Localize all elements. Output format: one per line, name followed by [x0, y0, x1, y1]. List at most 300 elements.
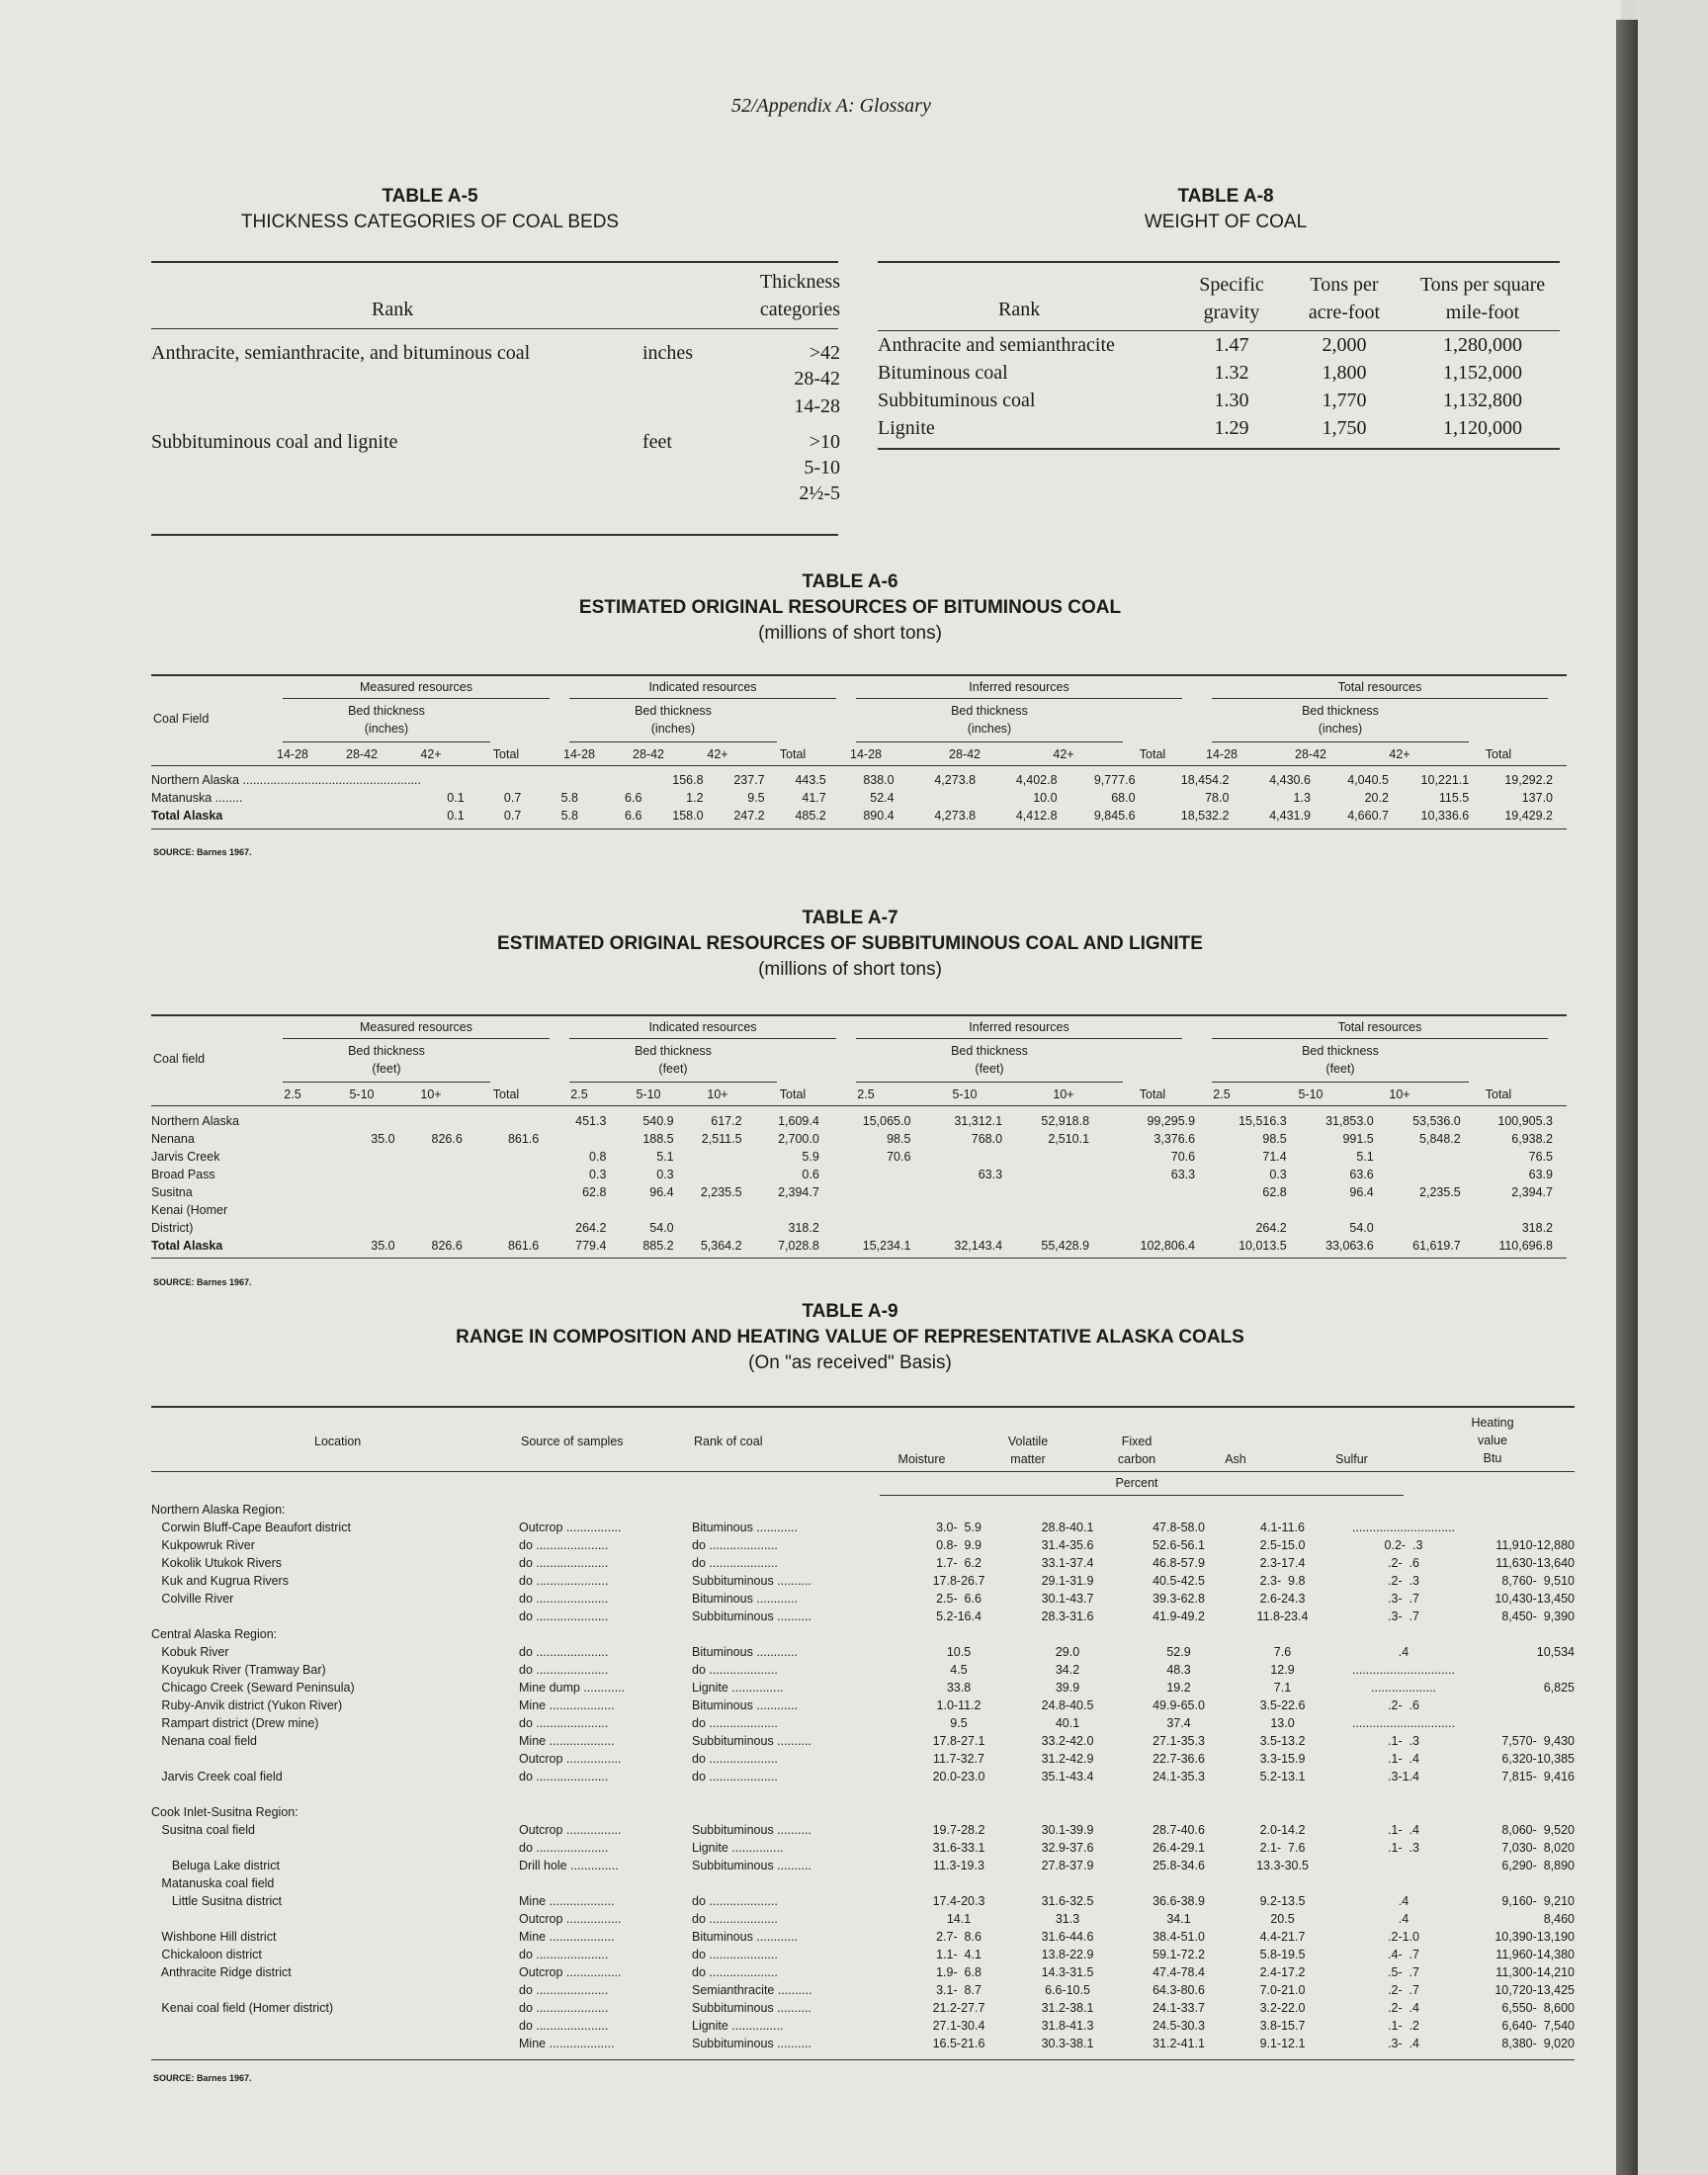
- coal-field-name: Matanuska ........: [151, 791, 243, 805]
- table-cell: 2,235.5: [1419, 1185, 1461, 1199]
- table-a5-col-thickness-2: categories: [759, 299, 840, 320]
- subcolumn-label: Total: [492, 747, 520, 761]
- resource-group-label: Total resources: [1337, 1020, 1422, 1034]
- table-cell: 28.8-40.1: [1041, 1521, 1094, 1534]
- table-cell: 98.5: [887, 1132, 911, 1146]
- table-cell: .2- .3: [1388, 1574, 1419, 1588]
- table-cell: Lignite ...............: [692, 1841, 784, 1855]
- table-cell: [1103, 1183, 1209, 1201]
- table-cell: 30.1-43.7: [1041, 1592, 1094, 1606]
- table-cell: [688, 1148, 756, 1166]
- resource-header-rule: [151, 1105, 1567, 1106]
- table-cell: 5.9: [802, 1150, 819, 1164]
- table-cell: Outcrop ................: [519, 1752, 622, 1766]
- table-cell: 264.2: [575, 1221, 607, 1235]
- table-cell: [421, 771, 478, 789]
- table-cell: 11,960-14,380: [1495, 1948, 1575, 1961]
- table-cell: 70.6: [1170, 1150, 1196, 1164]
- table-cell: [1122, 1501, 1236, 1519]
- table-row: [151, 1237, 1567, 1255]
- table-cell: [409, 1201, 476, 1219]
- table-cell: 19.2: [1166, 1681, 1191, 1695]
- coal-field-name: Broad Pass: [151, 1168, 215, 1181]
- table-a9-col-heat-1: Heating: [1471, 1416, 1514, 1430]
- table-cell: 33.1-37.4: [1041, 1556, 1094, 1570]
- table-cell: 10.0: [1033, 791, 1058, 805]
- table-cell: 59.1-72.2: [1153, 1948, 1205, 1961]
- bed-thickness-unit: (feet): [975, 1062, 1004, 1076]
- table-cell: 47.4-78.4: [1153, 1965, 1205, 1979]
- table-row: [151, 1625, 1575, 1643]
- table-cell: [1122, 1803, 1236, 1821]
- table-cell: [277, 1166, 342, 1183]
- table-cell: 11.8-23.4: [1256, 1610, 1309, 1623]
- table-cell: 1.9- 6.8: [936, 1965, 982, 1979]
- table-cell: 32,143.4: [954, 1239, 1003, 1253]
- table-cell: Mine dump ............: [519, 1681, 625, 1695]
- bed-thickness-label: Bed thickness: [635, 1044, 712, 1058]
- table-cell: Corwin Bluff-Cape Beaufort district: [151, 1521, 351, 1534]
- table-cell: Jarvis Creek coal field: [151, 1770, 283, 1784]
- table-cell: .2- .6: [1388, 1698, 1419, 1712]
- table-a8-col-gravity: Specific gravity: [1199, 274, 1264, 323]
- subcolumn-label: 2.5: [857, 1088, 875, 1101]
- table-row: [151, 1130, 1567, 1148]
- table-cell: 2.3-17.4: [1259, 1556, 1306, 1570]
- resource-group-rule: [1212, 1038, 1548, 1039]
- table-a9-col-ash: Ash: [1225, 1452, 1246, 1466]
- table-cell: do ....................: [692, 1770, 778, 1784]
- table-a7-units: (millions of short tons): [758, 959, 942, 980]
- table-cell: .2- .6: [1388, 1556, 1419, 1570]
- table-cell: [1236, 1625, 1329, 1643]
- table-a8-mile-cell: 1,280,000: [1443, 334, 1522, 356]
- table-cell: [277, 1201, 342, 1219]
- table-cell: Bituminous ............: [692, 1521, 798, 1534]
- table-a9-basis: (On "as received" Basis): [748, 1352, 952, 1373]
- table-cell: ..............................: [1351, 1663, 1456, 1677]
- table-cell: [1013, 1785, 1122, 1803]
- table-row: [151, 789, 1567, 807]
- table-cell: 11,630-13,640: [1495, 1556, 1575, 1570]
- table-row: [151, 1201, 1567, 1219]
- table-cell: 52.4: [870, 791, 895, 805]
- table-cell: 11.7-32.7: [933, 1752, 984, 1766]
- table-cell: 18,532.2: [1180, 809, 1230, 823]
- table-cell: 451.3: [575, 1114, 607, 1128]
- table-cell: 115.5: [1438, 791, 1470, 805]
- table-row: [151, 1608, 1575, 1625]
- table-cell: .1- .4: [1388, 1823, 1419, 1837]
- table-cell: Subbituminous ..........: [692, 1734, 811, 1748]
- table-row: [151, 1501, 1575, 1519]
- table-cell: Chickaloon district: [151, 1948, 262, 1961]
- table-cell: 41.9-49.2: [1153, 1610, 1205, 1623]
- table-cell: 32.9-37.6: [1041, 1841, 1094, 1855]
- table-cell: 96.4: [1349, 1185, 1374, 1199]
- table-row: [151, 1696, 1575, 1714]
- table-cell: [1388, 1166, 1475, 1183]
- table-row: [151, 1963, 1575, 1981]
- subcolumn-label: 10+: [1389, 1088, 1410, 1101]
- table-cell: 2.6-24.3: [1259, 1592, 1306, 1606]
- table-cell: [924, 1148, 1016, 1166]
- table-cell: 10.5: [946, 1645, 972, 1659]
- subcolumn-label: 28-42: [1295, 747, 1326, 761]
- table-a9-col-heat-2: value: [1478, 1434, 1507, 1447]
- table-cell: 7.6: [1273, 1645, 1292, 1659]
- page-header: 52/Appendix A: Glossary: [731, 95, 931, 117]
- table-cell: 27.1-35.3: [1153, 1734, 1205, 1748]
- table-cell: do .....................: [519, 1556, 609, 1570]
- table-cell: [342, 1183, 409, 1201]
- table-cell: 6,550- 8,600: [1501, 2001, 1575, 2015]
- table-cell: do ....................: [692, 1894, 778, 1908]
- subcolumn-label: 10+: [707, 1088, 728, 1101]
- table-cell: [1301, 1201, 1388, 1219]
- table-a5-row1-cat2: 28-42: [794, 368, 840, 390]
- table-row: [151, 1166, 1567, 1183]
- table-cell: 31.2-38.1: [1041, 2001, 1094, 2015]
- table-row: [151, 1643, 1575, 1661]
- table-cell: do ....................: [692, 1538, 778, 1552]
- table-cell: 156.8: [672, 773, 704, 787]
- table-cell: 54.0: [649, 1221, 674, 1235]
- table-row: [151, 807, 1567, 825]
- table-a8-bottom-rule: [878, 448, 1560, 450]
- table-cell: 18,454.2: [1180, 773, 1230, 787]
- table-cell: 98.5: [1262, 1132, 1287, 1146]
- table-cell: [1329, 1501, 1478, 1519]
- table-cell: 0.3: [1269, 1168, 1287, 1181]
- table-cell: [1013, 1625, 1122, 1643]
- table-cell: do ....................: [692, 1663, 778, 1677]
- table-cell: Subbituminous ..........: [692, 1859, 811, 1872]
- table-cell: [1122, 1625, 1236, 1643]
- table-a8-heading: [988, 184, 1463, 235]
- table-a7-heading: [356, 906, 1344, 983]
- table-cell: [1478, 1501, 1575, 1519]
- table-a8-acre-cell: 1,750: [1322, 417, 1367, 439]
- table-cell: [1236, 1501, 1329, 1519]
- resource-group-rule: [283, 698, 550, 699]
- table-cell: Subbituminous ..........: [692, 1574, 811, 1588]
- table-cell: [904, 1785, 1013, 1803]
- table-cell: 1.7- 6.2: [936, 1556, 982, 1570]
- table-row: [151, 1679, 1575, 1696]
- table-cell: 61,619.7: [1412, 1239, 1461, 1253]
- table-cell: [476, 1148, 553, 1166]
- table-cell: .3-1.4: [1388, 1770, 1419, 1784]
- table-cell: 27.8-37.9: [1041, 1859, 1094, 1872]
- table-row: [151, 1148, 1567, 1166]
- table-cell: 29.0: [1055, 1645, 1080, 1659]
- table-cell: do ....................: [692, 1752, 778, 1766]
- table-cell: Cook Inlet-Susitna Region:: [151, 1805, 299, 1819]
- table-cell: 617.2: [711, 1114, 742, 1128]
- subcolumn-label: 10+: [1053, 1088, 1074, 1101]
- table-a5-col-thickness-1: Thickness: [759, 271, 840, 293]
- table-cell: 9,777.6: [1093, 773, 1136, 787]
- table-row: [151, 2035, 1575, 2052]
- table-a5-bottom-rule: [151, 534, 838, 536]
- table-cell: [688, 1219, 756, 1237]
- table-cell: [833, 1219, 925, 1237]
- table-cell: 0.2- .3: [1384, 1538, 1423, 1552]
- table-cell: 6,320-10,385: [1501, 1752, 1575, 1766]
- table-a6-heading: [356, 569, 1344, 647]
- coal-field-name: Northern Alaska ....................................................: [151, 773, 421, 787]
- table-cell: 3.5-22.6: [1259, 1698, 1306, 1712]
- table-a8-gravity-cell: 1.30: [1214, 390, 1249, 411]
- table-cell: [342, 1112, 409, 1130]
- table-cell: [924, 1219, 1016, 1237]
- table-cell: 2,394.7: [778, 1185, 819, 1199]
- table-cell: [620, 1201, 687, 1219]
- subcolumn-label: 42+: [1389, 747, 1410, 761]
- table-cell: [1388, 1148, 1475, 1166]
- table-cell: 33.2-42.0: [1041, 1734, 1094, 1748]
- table-row: [151, 1519, 1575, 1536]
- table-cell: 158.0: [672, 809, 704, 823]
- table-cell: 1.3: [1293, 791, 1311, 805]
- table-cell: Subbituminous ..........: [692, 2001, 811, 2015]
- resource-group-rule: [569, 698, 836, 699]
- table-cell: 52,918.8: [1041, 1114, 1090, 1128]
- table-cell: Colville River: [151, 1592, 234, 1606]
- table-cell: 0.6: [802, 1168, 819, 1181]
- table-cell: 2,510.1: [1048, 1132, 1090, 1146]
- table-cell: [1236, 1803, 1329, 1821]
- table-row: [151, 771, 1567, 789]
- table-row: [151, 1714, 1575, 1732]
- page-binding-edge: [1616, 20, 1638, 2175]
- table-cell: 861.6: [507, 1132, 540, 1146]
- coal-field-name: Jarvis Creek: [151, 1150, 220, 1164]
- coal-field-name: Northern Alaska: [151, 1114, 239, 1128]
- table-cell: 24.8-40.5: [1041, 1698, 1094, 1712]
- table-cell: 9,160- 9,210: [1501, 1894, 1575, 1908]
- bed-thickness-label: Bed thickness: [348, 704, 425, 718]
- table-row: [151, 1590, 1575, 1608]
- table-cell: 71.4: [1262, 1150, 1287, 1164]
- table-a8-top-rule: [878, 261, 1560, 263]
- table-a9-percent-label: Percent: [1115, 1476, 1158, 1490]
- table-cell: 1.1- 4.1: [936, 1948, 982, 1961]
- table-cell: Bituminous ............: [692, 1698, 798, 1712]
- resource-group-label: Inferred resources: [969, 1020, 1069, 1034]
- table-cell: 14.1: [946, 1912, 972, 1926]
- table-cell: Kobuk River: [151, 1645, 229, 1659]
- subcolumn-label: 14-28: [277, 747, 308, 761]
- table-cell: 9.2-13.5: [1259, 1894, 1306, 1908]
- table-cell: 4,402.8: [1015, 773, 1058, 787]
- table-cell: 29.1-31.9: [1041, 1574, 1094, 1588]
- table-cell: Outcrop ................: [519, 1965, 622, 1979]
- bed-thickness-unit: (inches): [967, 722, 1012, 736]
- table-cell: 890.4: [863, 809, 895, 823]
- table-a5-row2-cat3: 2½-5: [799, 482, 840, 504]
- table-row: [151, 1536, 1575, 1554]
- table-cell: .1- .3: [1388, 1734, 1419, 1748]
- table-a9-subtitle: RANGE IN COMPOSITION AND HEATING VALUE OF REPRESENTATIVE ALASKA COALS: [456, 1327, 1244, 1348]
- table-cell: 7,028.8: [778, 1239, 819, 1253]
- table-cell: 540.9: [642, 1114, 674, 1128]
- table-cell: 62.8: [1262, 1185, 1287, 1199]
- table-cell: [1478, 1661, 1575, 1679]
- table-cell: [342, 1148, 409, 1166]
- table-cell: [692, 1625, 904, 1643]
- table-cell: 35.0: [371, 1239, 395, 1253]
- table-cell: Kokolik Utukok Rivers: [151, 1556, 282, 1570]
- table-cell: [1016, 1148, 1103, 1166]
- table-cell: Bituminous ............: [692, 1592, 798, 1606]
- table-cell: Rampart district (Drew mine): [151, 1716, 319, 1730]
- table-cell: .3- .7: [1388, 1610, 1419, 1623]
- resource-group-rule: [856, 1038, 1182, 1039]
- table-cell: Matanuska coal field: [151, 1876, 275, 1890]
- table-cell: 63.9: [1528, 1168, 1553, 1181]
- table-cell: Mine ...................: [519, 2037, 615, 2050]
- table-cell: 70.6: [887, 1150, 911, 1164]
- table-cell: [519, 1625, 692, 1643]
- table-cell: 4,273.8: [934, 773, 977, 787]
- subcolumn-label: 2.5: [284, 1088, 301, 1101]
- table-cell: 46.8-57.9: [1153, 1556, 1205, 1570]
- table-cell: 3.5-13.2: [1259, 1734, 1306, 1748]
- bed-thickness-unit: (inches): [364, 722, 409, 736]
- table-cell: 27.1-30.4: [932, 2019, 985, 2033]
- table-cell: 24.5-30.3: [1153, 2019, 1205, 2033]
- table-cell: 48.3: [1166, 1663, 1191, 1677]
- table-cell: [277, 1148, 342, 1166]
- table-a8-gravity-cell: 1.29: [1214, 417, 1249, 439]
- table-cell: [277, 1219, 342, 1237]
- table-cell: 247.2: [733, 809, 765, 823]
- table-cell: 39.9: [1055, 1681, 1080, 1695]
- table-cell: 33,063.6: [1325, 1239, 1374, 1253]
- table-cell: 68.0: [1111, 791, 1136, 805]
- table-row: [151, 1999, 1575, 2017]
- table-cell: 991.5: [1342, 1132, 1374, 1146]
- table-cell: Little Susitna district: [151, 1894, 282, 1908]
- coal-field-name: Nenana: [151, 1132, 195, 1146]
- table-cell: do .....................: [519, 1610, 609, 1623]
- table-cell: do .....................: [519, 1663, 609, 1677]
- table-cell: [1103, 1201, 1209, 1219]
- table-cell: Beluga Lake district: [151, 1859, 280, 1872]
- table-a9-col-location: Location: [314, 1435, 362, 1448]
- table-cell: [1478, 1625, 1575, 1643]
- table-a9-heading: [306, 1299, 1394, 1376]
- table-cell: [277, 1130, 342, 1148]
- table-a6-title: TABLE A-6: [802, 571, 898, 592]
- table-a8-mile-cell: 1,152,000: [1443, 362, 1522, 384]
- table-cell: 11,910-12,880: [1495, 1538, 1575, 1552]
- table-cell: 13.0: [1270, 1716, 1295, 1730]
- table-row: [151, 1981, 1575, 1999]
- table-cell: Chicago Creek (Seward Peninsula): [151, 1681, 355, 1695]
- table-a9-col-rank: Rank of coal: [694, 1435, 763, 1448]
- table-cell: 0.8: [589, 1150, 607, 1164]
- table-cell: 0.7: [503, 809, 522, 823]
- table-cell: 5.8: [560, 809, 578, 823]
- table-cell: [277, 1237, 342, 1255]
- table-row: [151, 1946, 1575, 1963]
- table-cell: [833, 1166, 925, 1183]
- table-cell: [1016, 1201, 1103, 1219]
- table-a8-col-mile-foot: Tons per square mile-foot: [1419, 274, 1546, 323]
- table-cell: 34.2: [1055, 1663, 1080, 1677]
- table-cell: 2.3- 9.8: [1259, 1574, 1306, 1588]
- table-cell: 63.3: [1170, 1168, 1196, 1181]
- table-cell: [1016, 1166, 1103, 1183]
- bed-thickness-label: Bed thickness: [951, 1044, 1028, 1058]
- table-cell: 40.1: [1055, 1716, 1080, 1730]
- table-cell: 9.1-12.1: [1259, 2037, 1306, 2050]
- table-cell: 31.4-35.6: [1041, 1538, 1094, 1552]
- table-cell: 0.1: [447, 809, 465, 823]
- table-a8-col-acre-foot: Tons per acre-foot: [1308, 274, 1381, 323]
- table-cell: do .....................: [519, 1948, 609, 1961]
- table-cell: 2.4-17.2: [1259, 1965, 1306, 1979]
- table-cell: 15,234.1: [862, 1239, 911, 1253]
- table-cell: 6.6-10.5: [1045, 1983, 1090, 1997]
- bed-thickness-unit: (inches): [650, 722, 696, 736]
- table-a5-row2-rank: Subbituminous coal and lignite: [151, 431, 398, 453]
- subcolumn-label: 5-10: [952, 1088, 978, 1101]
- table-cell: 5.2-16.4: [936, 1610, 982, 1623]
- subcolumn-label: 28-42: [633, 747, 664, 761]
- table-cell: 4.5: [950, 1663, 968, 1677]
- bed-thickness-unit: (feet): [372, 1062, 401, 1076]
- table-cell: 15,065.0: [862, 1114, 911, 1128]
- table-cell: Nenana coal field: [151, 1734, 258, 1748]
- table-cell: 7,815- 9,416: [1501, 1770, 1575, 1784]
- table-cell: 10,221.1: [1420, 773, 1470, 787]
- table-cell: 10,390-13,190: [1494, 1930, 1575, 1944]
- table-cell: 8,760- 9,510: [1501, 1574, 1575, 1588]
- table-cell: 24.1-33.7: [1153, 2001, 1205, 2015]
- table-cell: 62.8: [582, 1185, 607, 1199]
- table-cell: 22.7-36.6: [1153, 1752, 1205, 1766]
- table-cell: 768.0: [971, 1132, 1003, 1146]
- bed-thickness-rule: [283, 1082, 490, 1083]
- table-row: [151, 1219, 1567, 1237]
- table-cell: [553, 1201, 620, 1219]
- table-cell: [1329, 1625, 1478, 1643]
- table-cell: .3- .7: [1388, 1592, 1419, 1606]
- table-cell: 9,845.6: [1093, 809, 1136, 823]
- bed-thickness-label: Bed thickness: [1302, 704, 1379, 718]
- subcolumn-label: Total: [779, 747, 807, 761]
- table-cell: 5,848.2: [1419, 1132, 1461, 1146]
- table-cell: 1.0-11.2: [936, 1698, 982, 1712]
- table-cell: 0.8- 9.9: [936, 1538, 982, 1552]
- table-cell: 10,013.5: [1238, 1239, 1287, 1253]
- table-cell: ..............................: [1351, 1521, 1456, 1534]
- table-a9-header-rule: [151, 1471, 1575, 1472]
- table-cell: 2,511.5: [701, 1132, 742, 1146]
- table-cell: do .....................: [519, 1983, 609, 1997]
- table-cell: 2.5-15.0: [1259, 1538, 1306, 1552]
- table-a5-col-rank: Rank: [372, 299, 414, 320]
- table-a8-rank-cell: Lignite: [878, 417, 935, 439]
- table-cell: 3.3-15.9: [1259, 1752, 1306, 1766]
- table-cell: [1209, 1201, 1301, 1219]
- table-cell: [476, 1219, 553, 1237]
- table-cell: .1- .2: [1388, 2019, 1419, 2033]
